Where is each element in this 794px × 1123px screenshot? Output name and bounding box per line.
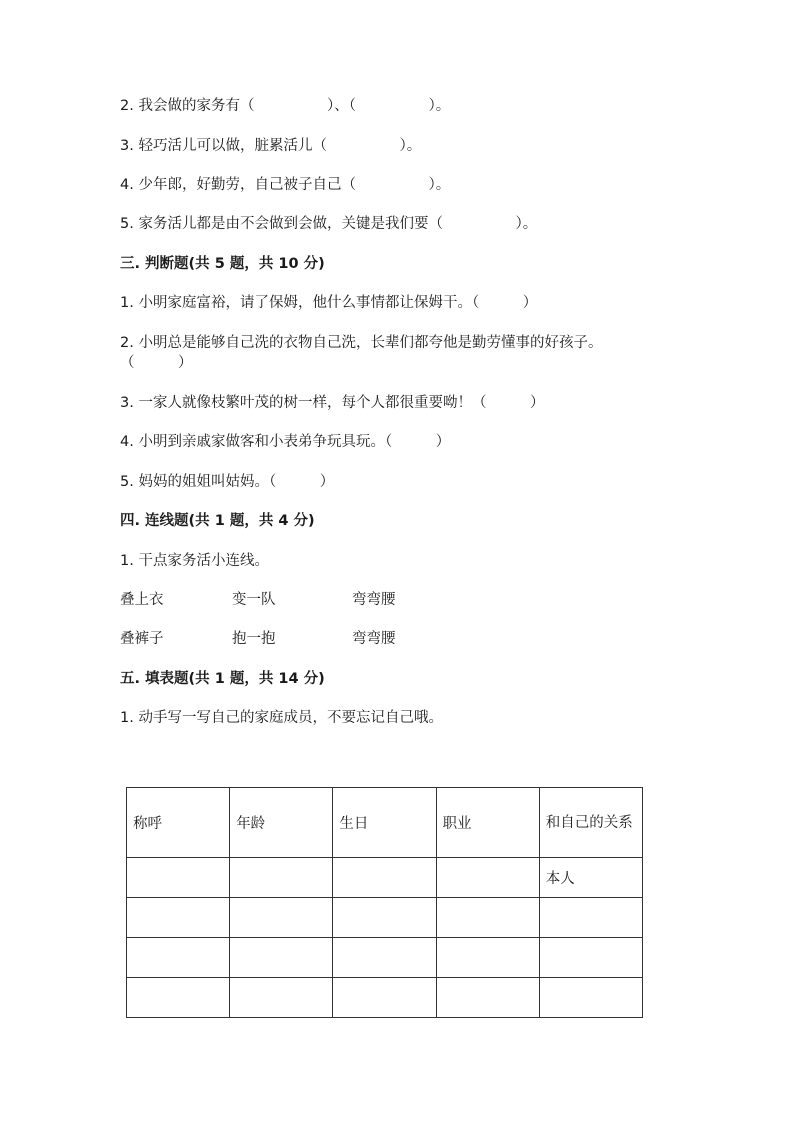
section-table-heading: 五. 填表题(共 1 题，共 14 分) xyxy=(120,671,325,687)
table-row xyxy=(127,858,643,898)
matching-item: 叠裤子 xyxy=(120,631,164,647)
question-fill-4: 4. 少年郎，好勤劳，自己被子自己（ ）。 xyxy=(120,177,451,193)
table-cell[interactable] xyxy=(127,898,230,938)
table-header-cell: 称呼 xyxy=(127,788,230,858)
table-header-cell: 和自己的关系 xyxy=(539,788,642,858)
question-judge-5: 5. 妈妈的姐姐叫姑妈。（ ） xyxy=(120,474,335,490)
table-cell[interactable] xyxy=(436,938,539,978)
question-judge-4: 4. 小明到亲戚家做客和小表弟争玩具玩。（ ） xyxy=(120,434,451,450)
table-cell[interactable] xyxy=(539,978,642,1018)
matching-item: 弯弯腰 xyxy=(352,631,396,647)
table-header-row xyxy=(127,788,643,858)
table-cell[interactable] xyxy=(230,858,333,898)
table-cell: 本人 xyxy=(539,858,642,898)
matching-item: 弯弯腰 xyxy=(352,592,396,608)
table-cell[interactable] xyxy=(333,938,436,978)
table-cell[interactable] xyxy=(127,978,230,1018)
family-members-table xyxy=(126,787,643,1018)
question-fill-3: 3. 轻巧活儿可以做，脏累活儿（ ）。 xyxy=(120,138,422,154)
matching-item: 抱一抱 xyxy=(232,631,276,647)
table-cell[interactable] xyxy=(539,938,642,978)
question-matching-1: 1. 干点家务活小连线。 xyxy=(120,553,269,569)
table-cell[interactable] xyxy=(230,938,333,978)
table-cell[interactable] xyxy=(230,978,333,1018)
question-judge-3: 3. 一家人就像枝繁叶茂的树一样，每个人都很重要呦！（ ） xyxy=(120,395,545,411)
question-table-1: 1. 动手写一写自己的家庭成员，不要忘记自己哦。 xyxy=(120,710,443,726)
table-cell[interactable] xyxy=(436,858,539,898)
section-judge-heading: 三. 判断题(共 5 题，共 10 分) xyxy=(120,256,325,272)
question-fill-2: 2. 我会做的家务有（ ）、（ ）。 xyxy=(120,98,451,114)
table-cell[interactable] xyxy=(436,978,539,1018)
question-fill-5: 5. 家务活儿都是由不会做到会做，关键是我们要（ ）。 xyxy=(120,216,538,232)
table-cell[interactable] xyxy=(436,898,539,938)
question-judge-1: 1. 小明家庭富裕，请了保姆，他什么事情都让保姆干。（ ） xyxy=(120,295,538,311)
table-cell[interactable] xyxy=(539,898,642,938)
matching-item: 叠上衣 xyxy=(120,592,164,608)
table-row xyxy=(127,938,643,978)
question-judge-2: 2. 小明总是能够自己洗的衣物自己洗，长辈们都夸他是勤劳懂事的好孩子。（ ） xyxy=(120,335,603,371)
section-matching-heading: 四. 连线题(共 1 题，共 4 分) xyxy=(120,513,315,529)
matching-item: 变一队 xyxy=(232,592,276,608)
table-cell[interactable] xyxy=(127,938,230,978)
table-cell[interactable] xyxy=(333,978,436,1018)
table-cell[interactable] xyxy=(333,858,436,898)
table-cell[interactable] xyxy=(230,898,333,938)
table-header-cell: 职业 xyxy=(436,788,539,858)
table-header-cell: 年龄 xyxy=(230,788,333,858)
table-cell[interactable] xyxy=(333,898,436,938)
table-row xyxy=(127,978,643,1018)
table-row xyxy=(127,898,643,938)
table-cell[interactable] xyxy=(127,858,230,898)
table-header-cell: 生日 xyxy=(333,788,436,858)
